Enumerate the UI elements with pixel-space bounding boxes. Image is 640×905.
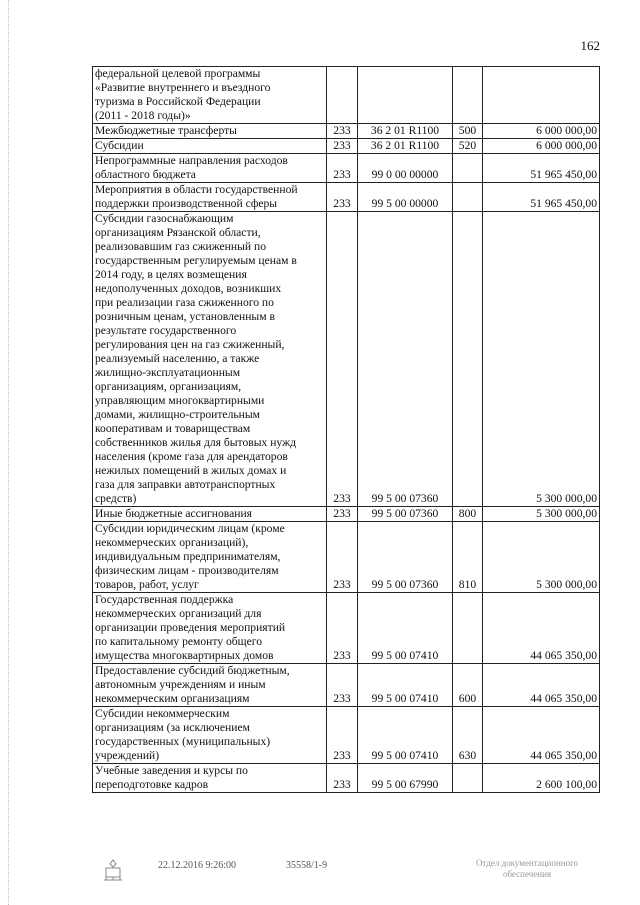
row-target-article: 99 5 00 07410 [358, 593, 453, 664]
row-budget-code: 233 [327, 522, 358, 593]
row-target-article: 36 2 01 R1100 [358, 139, 453, 154]
row-name-line: организациям Рязанской области, [95, 226, 261, 239]
row-name [93, 507, 327, 522]
budget-table [92, 66, 600, 793]
row-name-line: реализуемый населению, а также [95, 352, 260, 365]
row-name [93, 764, 327, 793]
row-name-line: Субсидии газоснабжающим [95, 212, 234, 225]
row-name [93, 154, 327, 183]
row-amount: 5 300 000,00 [483, 522, 600, 593]
row-name-line: организации проведения мероприятий [95, 621, 286, 634]
row-name-line: розничным ценам, установленным в [95, 310, 275, 323]
table-row [93, 707, 600, 764]
row-amount: 2 600 100,00 [483, 764, 600, 793]
row-name-line: Субсидии юридическим лицам (кроме [95, 522, 285, 535]
row-name-line: переподготовке кадров [95, 778, 209, 791]
row-amount: 5 300 000,00 [483, 507, 600, 522]
row-name-line: Непрограммные направления расходов [95, 154, 288, 167]
row-target-article: 99 5 00 00000 [358, 183, 453, 212]
row-name-line: кооперативам и товариществам [95, 422, 251, 435]
row-name-line: регулирования цен на газ сжиженный, [95, 338, 285, 351]
page-number: 162 [580, 38, 600, 53]
row-target-article: 99 5 00 07410 [358, 664, 453, 707]
row-expense-type: 630 [453, 707, 483, 764]
table-row [93, 522, 600, 593]
row-name-line: (2011 - 2018 годы)» [95, 109, 191, 122]
footer-datetime: 22.12.2016 9:26:00 [158, 860, 237, 871]
row-name-line: государственным регулируемым ценам в [95, 254, 297, 267]
row-name [93, 593, 327, 664]
table-row [93, 507, 600, 522]
budget-table-body [93, 67, 600, 793]
table-row [93, 764, 600, 793]
page-footer [0, 858, 640, 898]
row-name-line: нежилых помещений в жилых домах и [95, 464, 287, 477]
row-expense-type: 810 [453, 522, 483, 593]
footer-doc-number: 35558/1-9 [286, 860, 328, 871]
row-name-line: поддержки производственной сферы [95, 197, 278, 210]
row-target-article [358, 67, 453, 124]
row-name-line: некоммерческих организаций), [95, 536, 249, 549]
row-expense-type [453, 154, 483, 183]
row-name [93, 707, 327, 764]
row-target-article: 99 5 00 07360 [358, 522, 453, 593]
row-budget-code: 233 [327, 764, 358, 793]
row-expense-type: 520 [453, 139, 483, 154]
row-name-line: средств) [95, 492, 137, 505]
row-name-line: Предоставление субсидий бюджетным, [95, 664, 290, 677]
row-name-line: Государственная поддержка [95, 593, 234, 606]
registration-stamp [452, 858, 602, 880]
row-name-line: государственных (муниципальных) [95, 735, 271, 748]
row-budget-code: 233 [327, 183, 358, 212]
row-amount: 44 065 350,00 [483, 593, 600, 664]
row-budget-code: 233 [327, 154, 358, 183]
row-name-line: результате государственного [95, 324, 237, 337]
table-row [93, 664, 600, 707]
row-amount [483, 67, 600, 124]
row-target-article: 99 5 00 07360 [358, 212, 453, 507]
row-amount: 6 000 000,00 [483, 124, 600, 139]
row-budget-code: 233 [327, 212, 358, 507]
row-name-line: организациям (за исключением [95, 721, 250, 734]
row-budget-code: 233 [327, 707, 358, 764]
row-name-line: жилищно-эксплуатационным [95, 366, 241, 379]
row-target-article: 99 5 00 07360 [358, 507, 453, 522]
row-name-line: имущества многоквартирных домов [95, 649, 274, 662]
row-name-line: Мероприятия в области государственной [95, 183, 298, 196]
row-amount: 51 965 450,00 [483, 154, 600, 183]
row-target-article: 36 2 01 R1100 [358, 124, 453, 139]
row-name-line: учреждений) [95, 749, 160, 762]
row-expense-type: 800 [453, 507, 483, 522]
row-name-line: по капитальному ремонту общего [95, 635, 263, 648]
row-name-line: газа для заправки автотранспортных [95, 478, 276, 491]
stamp-line-2: обеспечения [502, 869, 552, 879]
row-budget-code: 233 [327, 507, 358, 522]
row-expense-type: 500 [453, 124, 483, 139]
table-row [93, 212, 600, 507]
row-name [93, 522, 327, 593]
row-name-line: туризма в Российской Федерации [95, 95, 261, 108]
row-amount: 44 065 350,00 [483, 707, 600, 764]
row-name-line: 2014 году, в целях возмещения [95, 268, 247, 281]
row-amount: 6 000 000,00 [483, 139, 600, 154]
table-row [93, 593, 600, 664]
row-name-line: товаров, работ, услуг [95, 578, 199, 591]
row-budget-code: 233 [327, 139, 358, 154]
stamp-line-1: Отдел документационного [475, 858, 579, 868]
row-name-line: при реализации газа сжиженного по [95, 296, 274, 309]
row-name-line: организациям, организациям, [95, 380, 242, 393]
row-name-line: «Развитие внутреннего и въездного [95, 81, 271, 94]
row-name-line: областного бюджета [95, 168, 196, 181]
row-budget-code: 233 [327, 593, 358, 664]
row-name-line: Субсидии [95, 139, 144, 152]
row-name-line: автономным учреждениям и иным [95, 678, 266, 691]
row-name-line: управляющим многоквартирными [95, 394, 265, 407]
row-budget-code: 233 [327, 124, 358, 139]
table-row [93, 183, 600, 212]
coat-of-arms-icon [100, 858, 126, 884]
row-name-line: некоммерческим организациям [95, 692, 250, 705]
row-target-article: 99 5 00 07410 [358, 707, 453, 764]
row-name-line: Субсидии некоммерческим [95, 707, 230, 720]
row-amount: 5 300 000,00 [483, 212, 600, 507]
row-name-line: недополученных доходов, возникших [95, 282, 282, 295]
row-name [93, 664, 327, 707]
row-amount: 44 065 350,00 [483, 664, 600, 707]
row-name [93, 67, 327, 124]
row-expense-type [453, 593, 483, 664]
row-expense-type [453, 183, 483, 212]
row-name-line: Межбюджетные трансферты [95, 124, 237, 137]
row-expense-type: 600 [453, 664, 483, 707]
row-budget-code [327, 67, 358, 124]
row-name-line: некоммерческих организаций для [95, 607, 262, 620]
row-name-line: Учебные заведения и курсы по [95, 764, 248, 777]
row-name-line: физическим лицам - производителям [95, 564, 279, 577]
table-row [93, 124, 600, 139]
row-name-line: индивидуальным предпринимателям, [95, 550, 281, 563]
row-expense-type [453, 67, 483, 124]
row-name-line: федеральной целевой программы [95, 67, 261, 80]
row-name [93, 139, 327, 154]
row-expense-type [453, 212, 483, 507]
row-target-article: 99 5 00 67990 [358, 764, 453, 793]
row-name [93, 124, 327, 139]
row-name [93, 212, 327, 507]
row-name-line: домами, жилищно-строительным [95, 408, 260, 421]
row-name-line: собственников жилья для бытовых нужд [95, 436, 296, 449]
row-name-line: реализовавшим газ сжиженный по [95, 240, 266, 253]
table-row [93, 67, 600, 124]
row-name-line: Иные бюджетные ассигнования [95, 507, 252, 520]
row-amount: 51 965 450,00 [483, 183, 600, 212]
scan-edge-line [8, 0, 10, 905]
row-name-line: населения (кроме газа для арендаторов [95, 450, 288, 463]
table-row [93, 154, 600, 183]
table-row [93, 139, 600, 154]
row-target-article: 99 0 00 00000 [358, 154, 453, 183]
row-name [93, 183, 327, 212]
row-expense-type [453, 764, 483, 793]
row-budget-code: 233 [327, 664, 358, 707]
